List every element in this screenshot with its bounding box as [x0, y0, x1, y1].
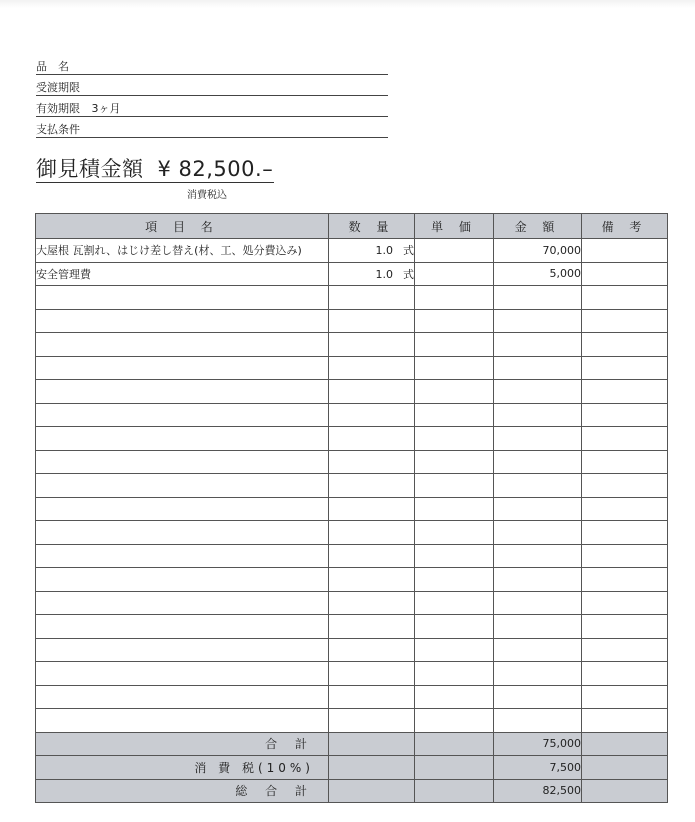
product-name-label: 品 名 [36, 60, 69, 73]
estimate-total-label: 御見積金額 [36, 157, 144, 181]
grand-total-label: 総 合 計 [36, 779, 329, 803]
item-name-cell [36, 544, 329, 568]
quantity-cell [329, 497, 415, 521]
quantity-cell [329, 333, 415, 357]
quantity-cell [329, 380, 415, 404]
item-name-cell [36, 286, 329, 310]
amount-cell [494, 497, 582, 521]
unit-price-cell [415, 356, 494, 380]
item-name-cell [36, 356, 329, 380]
unit-price-cell [415, 380, 494, 404]
amount-cell [494, 474, 582, 498]
table-row [36, 591, 668, 615]
validity-field [36, 102, 388, 117]
unit-price-cell [415, 521, 494, 545]
table-row [36, 333, 668, 357]
table-row [36, 239, 668, 263]
table-header-row [36, 214, 668, 239]
estimate-total [36, 156, 274, 183]
subtotal-row [36, 732, 668, 756]
header-quantity: 数 量 [329, 214, 415, 239]
table-row [36, 403, 668, 427]
unit-price-cell [415, 685, 494, 709]
table-row [36, 356, 668, 380]
item-name-cell [36, 662, 329, 686]
quantity-cell [329, 403, 415, 427]
item-name-cell [36, 591, 329, 615]
grand-total-note-cell [582, 779, 668, 803]
quantity-cell [329, 615, 415, 639]
table-row [36, 685, 668, 709]
item-name-cell [36, 333, 329, 357]
subtotal-unit-cell [415, 732, 494, 756]
subtotal-label: 合 計 [36, 732, 329, 756]
remarks-cell [582, 309, 668, 333]
table-row [36, 638, 668, 662]
item-name-cell [36, 709, 329, 733]
remarks-cell [582, 544, 668, 568]
unit-price-cell [415, 286, 494, 310]
item-name-cell [36, 450, 329, 474]
tax-value: 7,500 [494, 756, 582, 780]
item-name-cell [36, 638, 329, 662]
unit-price-cell [415, 568, 494, 592]
remarks-cell [582, 591, 668, 615]
amount-cell: 70,000 [494, 239, 582, 263]
amount-cell [494, 662, 582, 686]
unit-price-cell [415, 427, 494, 451]
quantity-cell [329, 286, 415, 310]
amount-cell [494, 685, 582, 709]
unit-price-cell [415, 591, 494, 615]
amount-cell [494, 709, 582, 733]
item-name-cell [36, 497, 329, 521]
amount-cell [494, 615, 582, 639]
remarks-cell [582, 239, 668, 263]
amount-cell [494, 521, 582, 545]
estimate-table [35, 213, 668, 803]
table-row [36, 474, 668, 498]
amount-cell [494, 591, 582, 615]
remarks-cell [582, 427, 668, 451]
tax-note-cell [582, 756, 668, 780]
item-name-cell [36, 309, 329, 333]
tax-label: 消 費 税(10%) [36, 756, 329, 780]
remarks-cell [582, 356, 668, 380]
quantity-cell [329, 709, 415, 733]
unit-price-cell [415, 450, 494, 474]
item-name-cell [36, 615, 329, 639]
unit-price-cell [415, 309, 494, 333]
quantity-cell [329, 568, 415, 592]
table-row [36, 286, 668, 310]
unit-price-cell [415, 474, 494, 498]
quantity-unit: 式 [403, 267, 414, 281]
quantity-cell [329, 521, 415, 545]
subtotal-value: 75,000 [494, 732, 582, 756]
quantity-cell [329, 450, 415, 474]
amount-cell [494, 427, 582, 451]
unit-price-cell [415, 638, 494, 662]
remarks-cell [582, 709, 668, 733]
unit-price-cell [415, 239, 494, 263]
amount-cell [494, 286, 582, 310]
table-row [36, 709, 668, 733]
amount-cell [494, 356, 582, 380]
grand-total-qty-cell [329, 779, 415, 803]
table-row [36, 262, 668, 286]
quantity-value: 1.0 [375, 244, 393, 258]
tax-qty-cell [329, 756, 415, 780]
subtotal-qty-cell [329, 732, 415, 756]
unit-price-cell [415, 615, 494, 639]
unit-price-cell [415, 544, 494, 568]
subtotal-note-cell [582, 732, 668, 756]
table-row [36, 615, 668, 639]
validity-value: 3ヶ月 [91, 102, 121, 115]
quantity-cell [329, 356, 415, 380]
quantity-cell [329, 427, 415, 451]
quantity-cell [329, 262, 415, 286]
table-row [36, 450, 668, 474]
quantity-unit: 式 [403, 244, 414, 258]
table-row [36, 380, 668, 404]
payment-terms-field [36, 123, 388, 138]
table-row [36, 544, 668, 568]
quantity-cell [329, 591, 415, 615]
remarks-cell [582, 615, 668, 639]
item-name-cell [36, 427, 329, 451]
tax-row [36, 756, 668, 780]
quantity-value: 1.0 [375, 267, 393, 281]
grand-total-unit-cell [415, 779, 494, 803]
item-name-cell [36, 568, 329, 592]
unit-price-cell [415, 709, 494, 733]
remarks-cell [582, 521, 668, 545]
validity-label: 有効期限 [36, 102, 80, 115]
remarks-cell [582, 403, 668, 427]
amount-cell [494, 638, 582, 662]
remarks-cell [582, 497, 668, 521]
table-row [36, 427, 668, 451]
tax-included-note: 消費税込 [187, 190, 227, 201]
remarks-cell [582, 450, 668, 474]
estimate-total-amount: ¥ 82,500.– [157, 157, 274, 181]
quantity-cell [329, 239, 415, 263]
header-item-name: 項 目 名 [36, 214, 329, 239]
unit-price-cell [415, 497, 494, 521]
item-name-cell [36, 403, 329, 427]
amount-cell [494, 333, 582, 357]
remarks-cell [582, 638, 668, 662]
tax-unit-cell [415, 756, 494, 780]
item-name-cell [36, 521, 329, 545]
amount-cell [494, 309, 582, 333]
amount-cell: 5,000 [494, 262, 582, 286]
payment-terms-label: 支払条件 [36, 123, 80, 136]
amount-cell [494, 403, 582, 427]
quantity-cell [329, 309, 415, 333]
product-name-field [36, 60, 388, 75]
remarks-cell [582, 333, 668, 357]
item-name-cell [36, 380, 329, 404]
item-name-cell [36, 685, 329, 709]
quantity-cell [329, 662, 415, 686]
delivery-deadline-field [36, 81, 388, 96]
unit-price-cell [415, 333, 494, 357]
header-unit-price: 単 価 [415, 214, 494, 239]
amount-cell [494, 450, 582, 474]
remarks-cell [582, 286, 668, 310]
remarks-cell [582, 380, 668, 404]
remarks-cell [582, 568, 668, 592]
remarks-cell [582, 662, 668, 686]
page-top-shadow [0, 0, 695, 8]
amount-cell [494, 380, 582, 404]
table-row [36, 309, 668, 333]
remarks-cell [582, 474, 668, 498]
header-amount: 金 額 [494, 214, 582, 239]
table-row [36, 662, 668, 686]
item-name-cell: 安全管理費 [36, 262, 329, 286]
grand-total-row [36, 779, 668, 803]
header-remarks: 備 考 [582, 214, 668, 239]
table-row [36, 568, 668, 592]
delivery-deadline-label: 受渡期限 [36, 81, 80, 94]
item-name-cell: 大屋根 瓦割れ、はじけ差し替え(材、工、処分費込み) [36, 239, 329, 263]
quantity-cell [329, 685, 415, 709]
grand-total-value: 82,500 [494, 779, 582, 803]
unit-price-cell [415, 662, 494, 686]
table-row [36, 497, 668, 521]
quantity-cell [329, 474, 415, 498]
amount-cell [494, 544, 582, 568]
remarks-cell [582, 262, 668, 286]
quantity-cell [329, 638, 415, 662]
unit-price-cell [415, 262, 494, 286]
unit-price-cell [415, 403, 494, 427]
item-name-cell [36, 474, 329, 498]
quantity-cell [329, 544, 415, 568]
table-row [36, 521, 668, 545]
amount-cell [494, 568, 582, 592]
remarks-cell [582, 685, 668, 709]
